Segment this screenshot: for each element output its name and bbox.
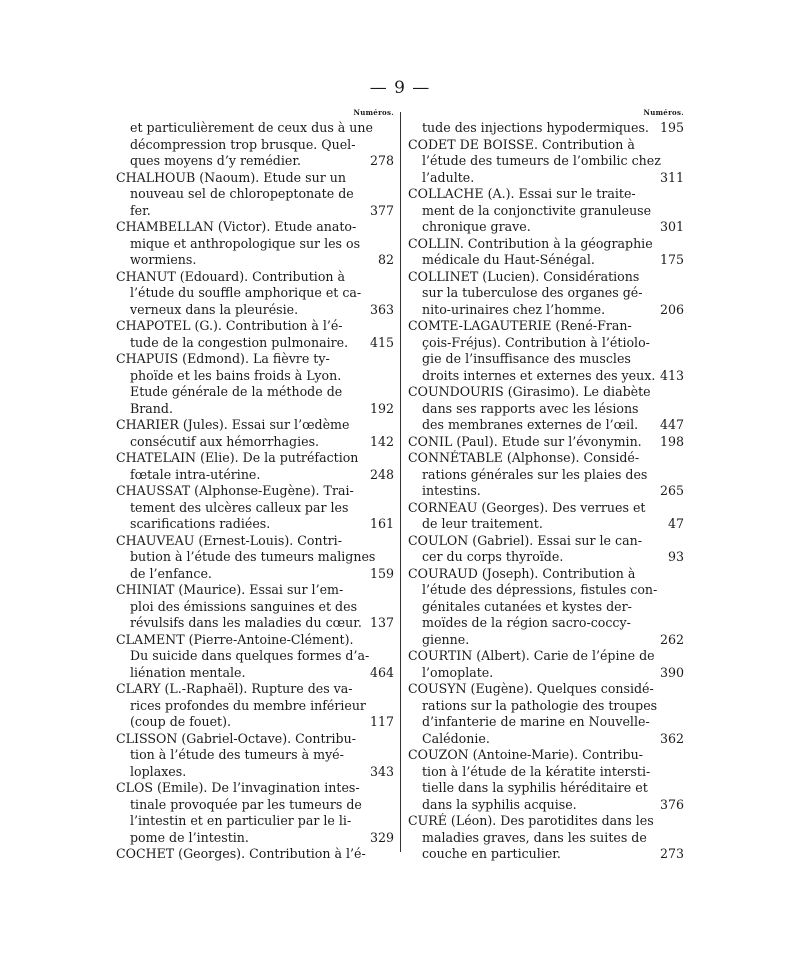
index-entry: [116, 582, 394, 632]
entry-text-line: maladies graves, dans les suites de: [422, 829, 647, 845]
entry-title-line: CHAUVEAU (Ernest-Louis). Contri-: [116, 532, 342, 548]
entry-number: 413: [657, 368, 684, 385]
entry-title-line: CLAMENT (Pierre-Antoine-Clément).: [116, 631, 354, 647]
entry-text-line: rations générales sur les plaies des: [422, 466, 648, 482]
entry-text-line: médicale du Haut-Sénégal.: [422, 252, 595, 267]
entry-text-line: (coup de fouet).: [130, 714, 232, 729]
entry-text-line: mique et anthropologique sur les os: [130, 235, 361, 251]
entry-title-line: CONNÉTABLE (Alphonse). Considé-: [408, 450, 640, 465]
left-column: [116, 108, 394, 863]
index-entry: [116, 846, 394, 863]
entry-number: 377: [367, 203, 394, 220]
index-entry: [408, 566, 684, 649]
entry-number: 390: [657, 665, 684, 682]
entry-text-line: tement des ulcères calleux par les: [130, 499, 349, 515]
index-entry: [116, 533, 394, 583]
entry-text-line: Du suicide dans quelques formes d’a-: [130, 648, 370, 663]
entry-list-left: [116, 120, 394, 863]
index-entry: [408, 120, 684, 137]
entry-number: 192: [367, 401, 394, 418]
index-entry: [116, 170, 394, 220]
entry-title-line: CLARY (L.-Raphaël). Rupture des va-: [116, 681, 353, 696]
entry-title-line: COURTIN (Albert). Carie de l’épine de: [408, 648, 655, 663]
entry-text-line: phoïde et les bains froids à Lyon.: [130, 367, 342, 383]
entry-title-line: CHATELAIN (Elie). De la putréfaction: [116, 450, 359, 465]
entry-title-line: CORNEAU (Georges). Des verrues et: [408, 499, 646, 515]
entry-number: 137: [367, 615, 394, 632]
entry-text-line: et particulièrement de ceux dus à une: [130, 120, 373, 135]
entry-text-line: décompression trop brusque. Quel-: [130, 136, 356, 152]
entry-title-line: CONIL (Paul). Etude sur l’évonymin.: [408, 433, 642, 449]
entry-text-line: tude de la congestion pulmonaire.: [130, 334, 349, 350]
entry-text-line: l’adulte.: [422, 169, 475, 185]
entry-title-line: CLISSON (Gabriel-Octave). Contribu-: [116, 730, 356, 746]
entry-number: 248: [367, 467, 394, 484]
index-entry: [408, 318, 684, 384]
entry-text-line: wormiens.: [130, 252, 197, 267]
page-number: — 9 —: [369, 78, 431, 98]
entry-text-line: fer.: [130, 202, 151, 218]
index-entry: [116, 450, 394, 483]
entry-title-line: CHINIAT (Maurice). Essai sur l’em-: [116, 582, 344, 597]
entry-title-line: CHAUSSAT (Alphonse-Eugène). Trai-: [116, 483, 354, 498]
entry-text-line: des membranes externes de l’œil.: [422, 417, 639, 432]
entry-title-line: CHAPOTEL (G.). Contribution à l’é-: [116, 318, 343, 333]
index-entry: [116, 269, 394, 319]
entry-text-line: çois-Fréjus). Contribution à l’étiolo-: [422, 334, 650, 350]
entry-text-line: dans ses rapports avec les lésions: [422, 400, 639, 416]
index-entry: [116, 351, 394, 417]
entry-text-line: couche en particulier.: [422, 846, 561, 861]
entry-text-line: d’infanterie de marine en Nouvelle-: [422, 714, 650, 729]
entry-text-line: Brand.: [130, 400, 173, 416]
column-header-left: Numéros.: [353, 108, 394, 117]
entry-text-line: chronique grave.: [422, 219, 531, 234]
index-entry: [408, 450, 684, 500]
entry-text-line: scarifications radiées.: [130, 516, 271, 531]
entry-text-line: sur la tuberculose des organes gé-: [422, 285, 643, 300]
entry-text-line: l’intestin et en particulier par le li-: [130, 813, 352, 828]
entry-text-line: moïdes de la région sacro-coccy-: [422, 615, 631, 630]
entry-text-line: pome de l’intestin.: [130, 829, 249, 845]
entry-list-right: [408, 120, 684, 863]
index-entry: [408, 681, 684, 747]
entry-text-line: tinale provoquée par les tumeurs de: [130, 796, 362, 812]
index-entry: [116, 219, 394, 269]
entry-text-line: l’omoplate.: [422, 664, 494, 680]
entry-number: 206: [657, 302, 684, 319]
entry-title-line: CHAMBELLAN (Victor). Etude anato-: [116, 219, 357, 234]
entry-text-line: de l’enfance.: [130, 565, 212, 581]
entry-number: 329: [367, 830, 394, 847]
column-divider: [400, 112, 401, 852]
entry-number: 47: [665, 516, 684, 533]
entry-text-line: nito-urinaires chez l’homme.: [422, 301, 606, 317]
index-entry: [116, 483, 394, 533]
entry-number: 464: [367, 665, 394, 682]
entry-title-line: CURÉ (Léon). Des parotidites dans les: [408, 813, 654, 828]
entry-text-line: verneux dans la pleurésie.: [130, 301, 299, 317]
entry-title-line: CHALHOUB (Naoum). Etude sur un: [116, 169, 346, 185]
entry-title-line: CHAPUIS (Edmond). La fièvre ty-: [116, 351, 330, 366]
entry-title-line: CODET DE BOISSE. Contribution à: [408, 136, 635, 152]
entry-number: 82: [375, 252, 394, 269]
entry-text-line: tude des injections hypodermiques.: [422, 120, 649, 135]
entry-title-line: CLOS (Emile). De l’invagination intes-: [116, 780, 360, 795]
index-entry: [408, 533, 684, 566]
entry-text-line: ploi des émissions sanguines et des: [130, 598, 358, 614]
entry-number: 142: [367, 434, 394, 451]
entry-text-line: loplaxes.: [130, 763, 187, 779]
entry-title-line: CHANUT (Edouard). Contribution à: [116, 268, 346, 284]
entry-text-line: consécutif aux hémorrhagies.: [130, 433, 320, 449]
entry-title-line: COUZON (Antoine-Marie). Contribu-: [408, 747, 643, 762]
entry-text-line: fœtale intra-utérine.: [130, 466, 261, 482]
entry-number: 376: [657, 797, 684, 814]
entry-number: 117: [367, 714, 394, 731]
entry-text-line: cer du corps thyroïde.: [422, 549, 564, 564]
entry-text-line: dans la syphilis acquise.: [422, 796, 577, 812]
column-header-right: Numéros.: [643, 108, 684, 117]
entry-number: 273: [657, 846, 684, 863]
entry-text-line: l’étude des dépressions, fistules con-: [422, 582, 658, 597]
index-entry: [116, 120, 394, 170]
entry-number: 93: [665, 549, 684, 566]
entry-text-line: gienne.: [422, 631, 470, 647]
index-entry: [408, 648, 684, 681]
entry-number: 362: [657, 731, 684, 748]
entry-text-line: bution à l’étude des tumeurs malignes: [130, 549, 376, 564]
entry-number: 265: [657, 483, 684, 500]
right-column: [408, 108, 684, 863]
entry-number: 278: [367, 153, 394, 170]
entry-number: 195: [657, 120, 684, 137]
entry-number: 447: [657, 417, 684, 434]
index-entry: [116, 731, 394, 781]
entry-title-line: COULON (Gabriel). Essai sur le can-: [408, 532, 642, 548]
index-entry: [408, 434, 684, 451]
entry-number: 161: [367, 516, 394, 533]
index-entry: [408, 500, 684, 533]
entry-number: 415: [367, 335, 394, 352]
entry-text-line: ment de la conjonctivite granuleuse: [422, 202, 652, 218]
entry-text-line: l’étude du souffle amphorique et ca-: [130, 285, 362, 300]
entry-text-line: génitales cutanées et kystes der-: [422, 598, 632, 614]
entry-text-line: tion à l’étude des tumeurs à myé-: [130, 747, 344, 762]
entry-text-line: ques moyens d’y remédier.: [130, 153, 301, 168]
index-entry: [408, 269, 684, 319]
entry-text-line: de leur traitement.: [422, 516, 543, 531]
entry-title-line: COMTE-LAGAUTERIE (René-Fran-: [408, 318, 632, 333]
entry-text-line: droits internes et externes des yeux.: [422, 367, 656, 383]
entry-text-line: rices profondes du membre inférieur: [130, 697, 366, 713]
entry-number: 311: [657, 170, 684, 187]
entry-title-line: COLLINET (Lucien). Considérations: [408, 268, 640, 284]
index-entry: [116, 417, 394, 450]
entry-text-line: nouveau sel de chloropeptonate de: [130, 186, 354, 201]
entry-title-line: COCHET (Georges). Contribution à l’é-: [116, 846, 366, 861]
entry-number: 175: [657, 252, 684, 269]
index-entry: [116, 681, 394, 731]
entry-number: 262: [657, 632, 684, 649]
index-entry: [116, 632, 394, 682]
entry-text-line: Calédonie.: [422, 730, 490, 746]
entry-number: 343: [367, 764, 394, 781]
index-entry: [408, 384, 684, 434]
entry-text-line: rations sur la pathologie des troupes: [422, 697, 658, 713]
entry-title-line: COLLACHE (A.). Essai sur le traite-: [408, 186, 636, 201]
entry-number: 159: [367, 566, 394, 583]
entry-text-line: l’étude des tumeurs de l’ombilic chez: [422, 153, 661, 168]
index-entry: [116, 318, 394, 351]
entry-title-line: CHARIER (Jules). Essai sur l’œdème: [116, 417, 350, 432]
entry-title-line: COURAUD (Joseph). Contribution à: [408, 565, 636, 581]
index-entry: [116, 780, 394, 846]
entry-text-line: gie de l’insuffisance des muscles: [422, 351, 631, 366]
entry-title-line: COUNDOURIS (Girasimo). Le diabète: [408, 384, 651, 399]
entry-text-line: liénation mentale.: [130, 664, 246, 680]
entry-text-line: tielle dans la syphilis héréditaire et: [422, 780, 648, 795]
entry-title-line: COUSYN (Eugène). Quelques considé-: [408, 681, 654, 696]
entry-text-line: intestins.: [422, 483, 481, 498]
index-entry: [408, 137, 684, 187]
index-entry: [408, 186, 684, 236]
entry-number: 198: [657, 434, 684, 451]
entry-text-line: Etude générale de la méthode de: [130, 384, 343, 399]
entry-number: 301: [657, 219, 684, 236]
index-entry: [408, 747, 684, 813]
index-entry: [408, 813, 684, 863]
entry-text-line: révulsifs dans les maladies du cœur.: [130, 615, 362, 630]
entry-title-line: COLLIN. Contribution à la géographie: [408, 235, 653, 251]
entry-text-line: tion à l’étude de la kératite intersti-: [422, 763, 651, 779]
index-entry: [408, 236, 684, 269]
entry-number: 363: [367, 302, 394, 319]
